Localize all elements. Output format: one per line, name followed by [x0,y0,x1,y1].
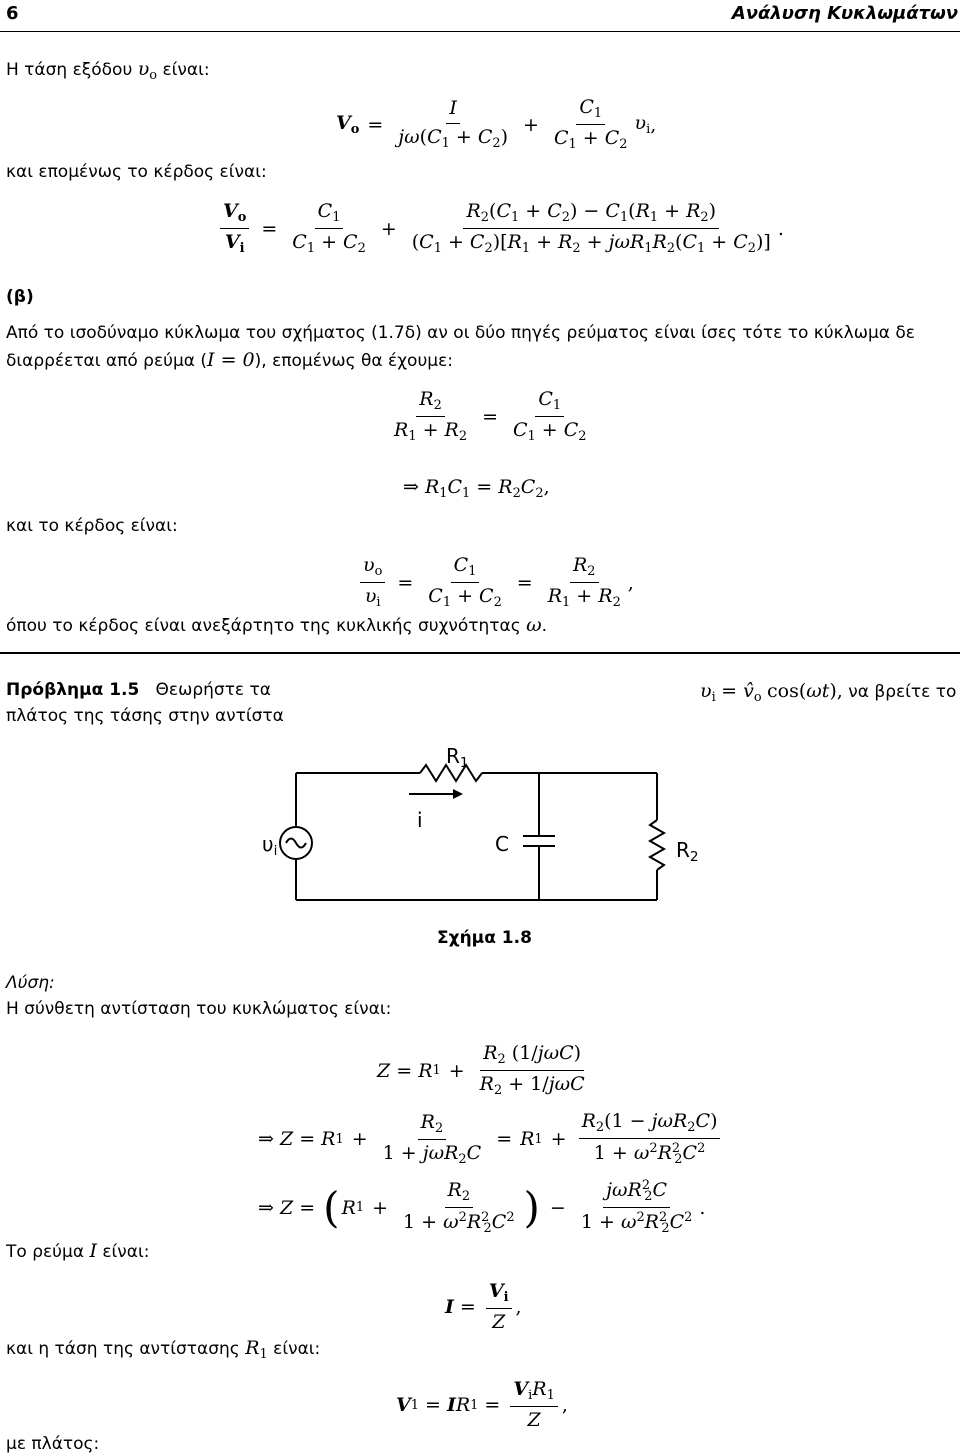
paragraph-output-voltage: Η τάση εξόδου $\upsilon_o$ είναι: [6,58,210,83]
paragraph-gain-is: και το κέρδος είναι: [6,516,178,536]
paragraph-r1-voltage: και η τάση της αντίστασης $R_1$ είναι: [6,1337,321,1362]
paragraph-impedance: Η σύνθετη αντίσταση του κυκλώματος είναι: [6,999,392,1019]
equation-gain: $\frac{V_o}{V_i}$ = $\frac{C_1}{C_1 + C_2}$ + $\frac{R_2(C_1 + C_2) - C_1(R_1 + R_2)}{(C_1 + C_2)[R_1 + R_2 + j\omega R_1R_2(C_1 + C_2)]}$ . [216,200,784,257]
part-b-label: (β) [6,287,34,307]
equation-z2: ⇒ Z = R 1 + $\frac{R_2}{1 + j\omega R_2C}$ = R 1 + $\frac{R_2(1 - j\omega R_2C)}{1 + \omega^2R^2_2C^2}$ [258,1110,724,1168]
equation-final-gain: $\frac{\upsilon_o}{\upsilon_i}$ = $\frac{C_1}{C_1 + C_2}$ = $\frac{R_2}{R_1 + R_2}$ , [356,554,634,611]
paragraph-amplitude: με πλάτος: [6,1434,100,1454]
equation-current: I = $\frac{V_i}{Z}$ , [445,1280,522,1334]
label-ui: $\upsilon_i$ [262,832,278,860]
running-title: Ανάλυση Κυκλωμάτων [731,3,958,24]
label-r1: $R_1$ [446,744,469,772]
equation-z3: ⇒ Z = ( R 1 + $\frac{R_2}{1 + \omega^2R^2_2C^2}$ ) − $\frac{j\omega R^2_2C}{1 + \omega^2R^2_2C^2}$ . [258,1178,706,1237]
label-c: C [495,832,509,856]
equation-rc: ⇒ $R_1C_1 = R_2C_2$, [403,476,550,501]
figure-caption: Σχήμα 1.8 [437,928,532,948]
resistor-r2 [650,820,664,870]
problem-statement-end: $\upsilon_i$ = $v̂_o$ cos(ωt), να βρείτε το [700,680,957,705]
paragraph-gain: και επομένως το κέρδος είναι: [6,162,267,182]
paragraph-equivalent-circuit: Από το ισοδύναμο κύκλωμα του σχήματος (1.7δ) αν οι δύο πηγές ρεύματος είναι ίσες τότε το κύκλωμα δε [6,323,915,343]
solution-label: Λύση: [6,973,55,993]
source-icon [280,827,312,859]
current-arrow-icon [453,789,463,799]
equation-v1: V 1 = I R 1 = $\frac{V_iR_1}{Z}$ , [396,1378,568,1432]
problem-line-2: πλάτος της τάσης στην αντίστα [6,706,284,726]
label-r2: $R_2$ [676,838,699,866]
header-rule [0,31,960,32]
paragraph-current: Το ρεύμα I είναι: [6,1240,150,1262]
problem-statement: Πρόβλημα 1.5 Θεωρήστε τα [6,680,271,700]
paragraph-no-current: διαρρέεται από ρεύμα (I = 0), επομένως θα έχουμε: [6,349,454,371]
page-number: 6 [6,3,19,24]
label-i: i [417,808,423,832]
equation-balance: $\frac{R_2}{R_1 + R_2}$ = $\frac{C_1}{C_1 + C_2}$ [394,388,587,444]
equation-vo: $V_o$ = $\frac{I}{j\omega(C_1 + C_2)}$ + $\frac{C_1}{C_1 + C_2}$ $\upsilon_i$ , [336,96,657,152]
equation-z1: Z = R 1 + $\frac{R_2 (1/j\omega C)}{R_2 + 1/j\omega C}$ [377,1042,585,1098]
paragraph-independent: όπου το κέρδος είναι ανεξάρτητο της κυκλικής συχνότητας ω. [6,614,548,636]
section-rule [0,652,960,654]
